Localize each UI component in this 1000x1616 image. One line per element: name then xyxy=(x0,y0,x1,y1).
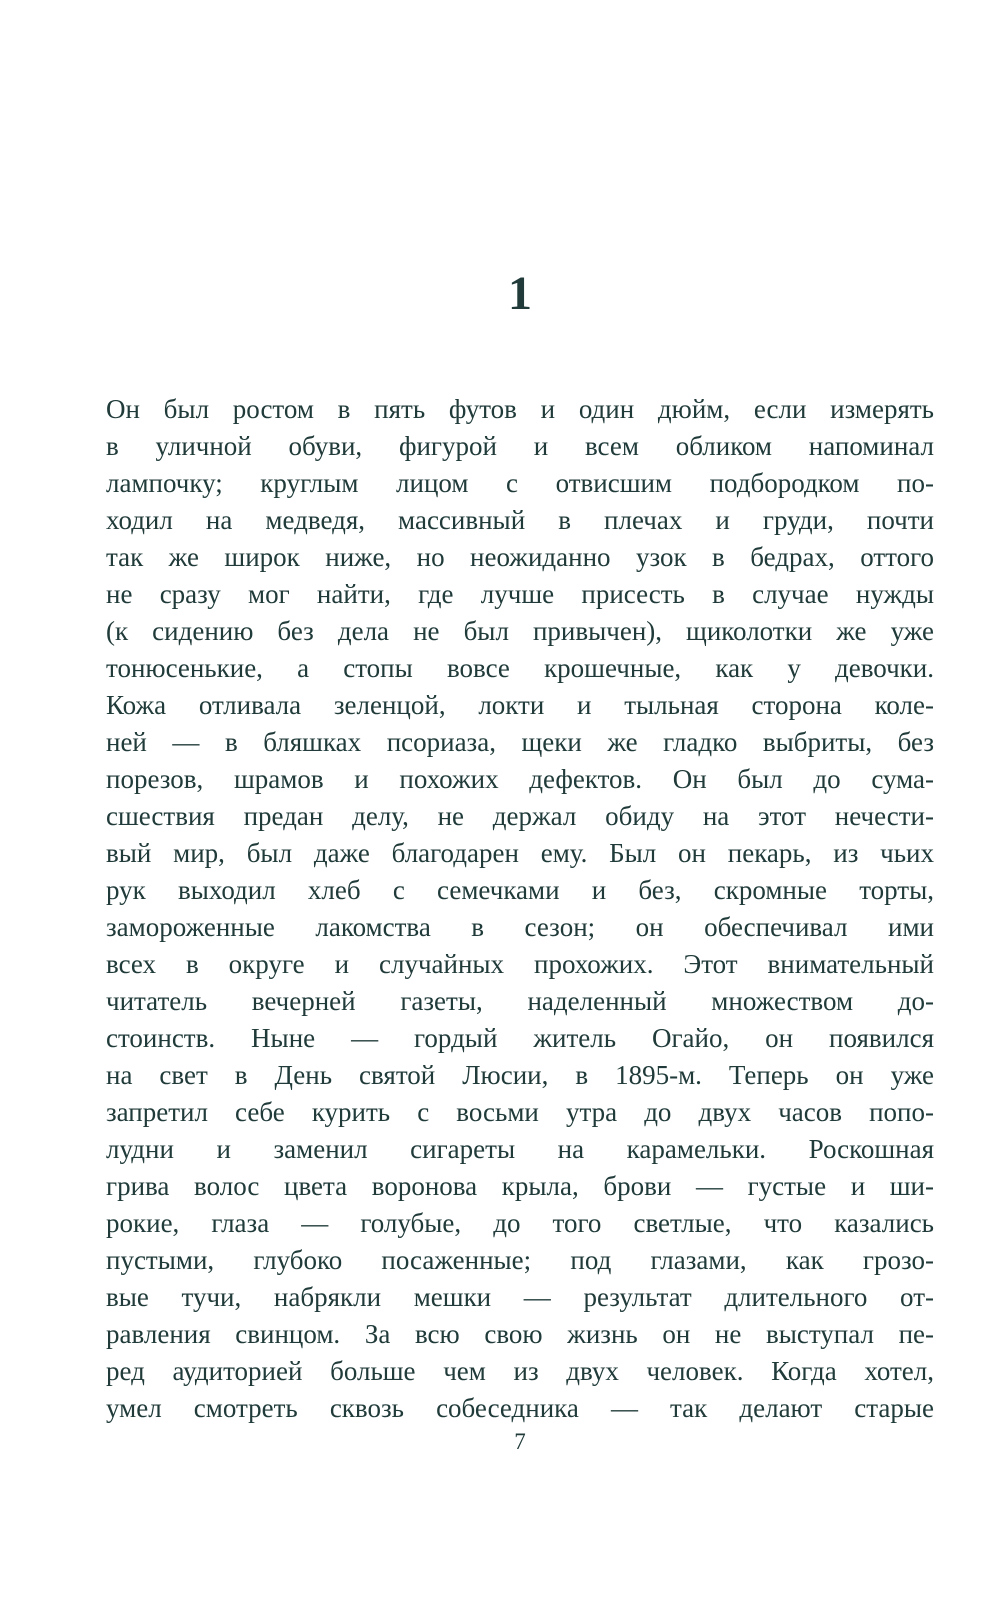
text-line: вые тучи, набрякли мешки — результат длительного от- xyxy=(106,1282,934,1312)
page-number: 7 xyxy=(514,1429,526,1454)
text-line: лампочку; круглым лицом с отвисшим подбородком по- xyxy=(106,468,934,498)
text-line: (к сидению без дела не был привычен), щиколотки же уже xyxy=(106,616,934,646)
text-line: рокие, глаза — голубые, до того светлые, что казались xyxy=(106,1208,934,1238)
text-line: тонюсенькие, а стопы вовсе крошечные, как у девочки. xyxy=(106,653,934,683)
text-line: ней — в бляшках псориаза, щеки же гладко выбриты, без xyxy=(106,727,934,757)
text-line: Кожа отливала зеленцой, локти и тыльная сторона коле- xyxy=(106,690,934,720)
text-line: рук выходил хлеб с семечками и без, скромные торты, xyxy=(106,875,934,905)
text-line: в уличной обуви, фигурой и всем обликом напоминал xyxy=(106,431,934,461)
text-line: всех в округе и случайных прохожих. Этот внимательный xyxy=(106,949,934,979)
text-line: ходил на медведя, массивный в плечах и груди, почти xyxy=(106,505,934,535)
chapter-number: 1 xyxy=(508,267,532,320)
text-line: сшествия предан делу, не держал обиду на этот нечести- xyxy=(106,801,934,831)
text-line: вый мир, был даже благодарен ему. Был он пекарь, из чьих xyxy=(106,838,934,868)
text-line: читатель вечерней газеты, наделенный множеством до- xyxy=(106,986,934,1016)
body-text xyxy=(106,391,934,1427)
text-line: лудни и заменил сигареты на карамельки. Роскошная xyxy=(106,1134,934,1164)
text-line: не сразу мог найти, где лучше присесть в случае нужды xyxy=(106,579,934,609)
text-line: порезов, шрамов и похожих дефектов. Он был до сума- xyxy=(106,764,934,794)
text-line: замороженные лакомства в сезон; он обеспечивал ими xyxy=(106,912,934,942)
text-line: ред аудиторией больше чем из двух человек. Когда хотел, xyxy=(106,1356,934,1386)
text-line: грива волос цвета воронова крыла, брови — густые и ши- xyxy=(106,1171,934,1201)
text-line: равления свинцом. За всю свою жизнь он не выступал пе- xyxy=(106,1319,934,1349)
text-line: на свет в День святой Люсии, в 1895-м. Теперь он уже xyxy=(106,1060,934,1090)
text-line: запретил себе курить с восьми утра до двух часов попо- xyxy=(106,1097,934,1127)
text-line: умел смотреть сквозь собеседника — так делают старые xyxy=(106,1393,934,1423)
text-line: так же широк ниже, но неожиданно узок в бедрах, оттого xyxy=(106,542,934,572)
text-line: пустыми, глубоко посаженные; под глазами, как грозо- xyxy=(106,1245,934,1275)
text-line: стоинств. Ныне — гордый житель Огайо, он появился xyxy=(106,1023,934,1053)
text-line: Он был ростом в пять футов и один дюйм, если измерять xyxy=(106,394,934,424)
